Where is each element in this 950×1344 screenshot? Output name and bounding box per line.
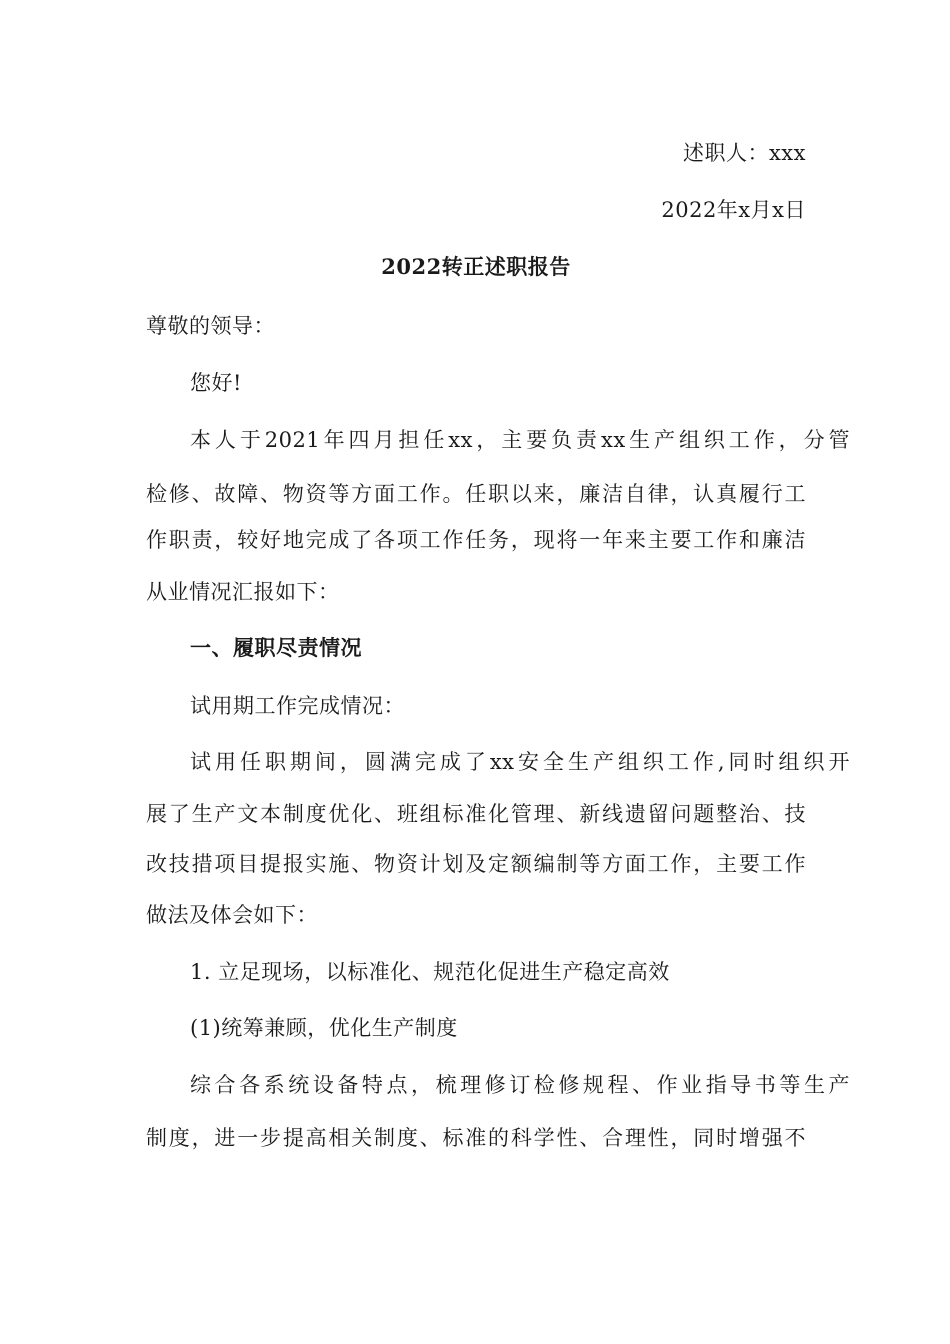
sub-body-line-1: 综合各系统设备特点，梳理修订检修规程、作业指导书等生产 (190, 1073, 850, 1097)
document-title: 2022转正述职报告 (381, 254, 571, 279)
sub-heading: (1)统筹兼顾，优化生产制度 (190, 1016, 458, 1040)
salutation: 尊敬的领导： (146, 314, 275, 338)
greeting: 您好! (190, 371, 242, 395)
intro-line-1: 本人于2021年四月担任xx，主要负责xx生产组织工作，分管 (190, 428, 850, 452)
probation-line-3: 改技措项目提报实施、物资计划及定额编制等方面工作，主要工作 (146, 852, 806, 876)
probation-line-1: 试用任职期间，圆满完成了xx安全生产组织工作,同时组织开 (190, 750, 850, 774)
probation-label: 试用期工作完成情况： (190, 694, 405, 718)
intro-line-3: 作职责，较好地完成了各项工作任务，现将一年来主要工作和廉洁 (146, 528, 806, 552)
probation-line-2: 展了生产文本制度优化、班组标准化管理、新线遗留问题整治、技 (146, 802, 806, 826)
intro-line-2: 检修、故障、物资等方面工作。任职以来，廉洁自律，认真履行工 (146, 482, 806, 506)
probation-line-4: 做法及体会如下： (146, 903, 318, 927)
date-line: 2022年x月x日 (661, 198, 806, 222)
section-heading: 一、履职尽责情况 (190, 635, 362, 660)
point-heading: 1. 立足现场，以标准化、规范化促进生产稳定高效 (190, 960, 670, 984)
reporter-line: 述职人：xxx (682, 141, 806, 165)
sub-body-line-2: 制度，进一步提高相关制度、标准的科学性、合理性，同时增强不 (146, 1126, 806, 1150)
intro-line-4: 从业情况汇报如下： (146, 580, 340, 604)
